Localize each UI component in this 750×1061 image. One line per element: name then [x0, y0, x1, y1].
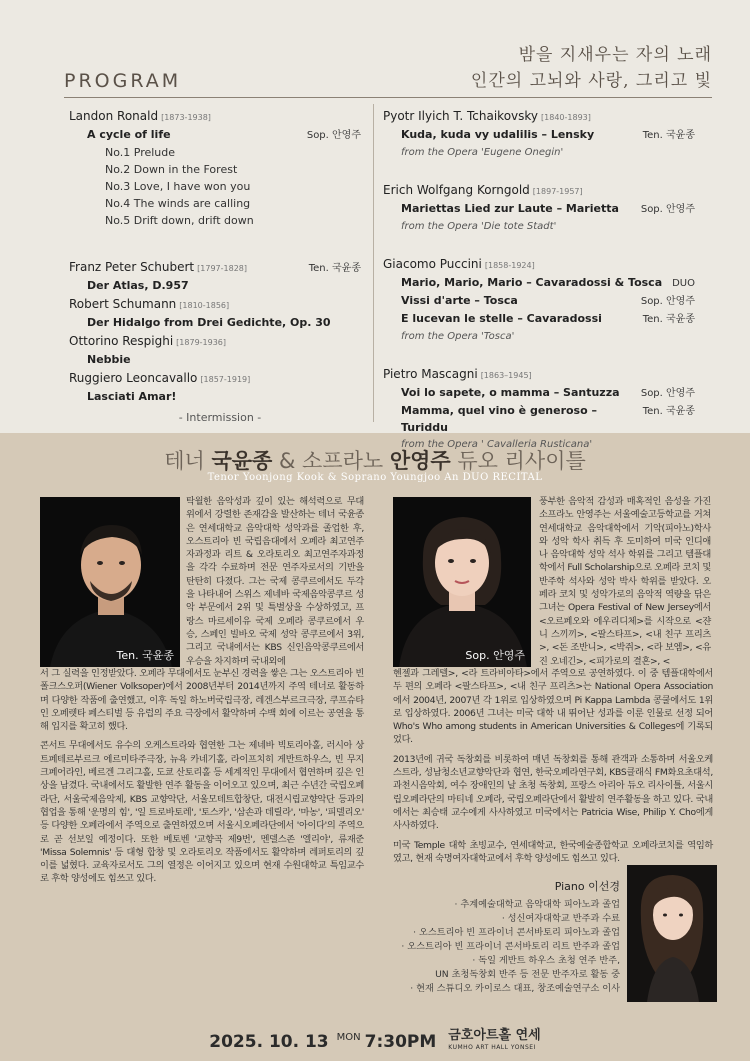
tenor-bio-paragraph-1: 서 그 실력을 인정받았다. 오페라 무대에서도 눈부신 경력을 쌓은 그는 오스트리아 빈 폴크스오퍼(Wiener Volksoper)에서 2008년부터 2014년까지 주역 테너로 활동하며 다양한 작품에 출연했고, 이후 독일 하노버국립극장, 레겐스부르크극장, 쿠프슈타인 오페렛타 페스티벌 등 유럽의 주요 극장에서 활약하며 수백 회에 이르는 공연을 통해 입지를 확고히 했다. — [40, 668, 364, 733]
song-item: No.3 Love, I have won you — [105, 180, 251, 193]
work-row — [383, 402, 695, 436]
performer-role: Ten. 국윤종 — [642, 406, 695, 417]
performer-role: Sop. 안영주 — [306, 130, 361, 141]
soprano-portrait-icon — [393, 497, 531, 667]
intermission-label: - Intermission - — [178, 411, 262, 424]
composer-mascagni — [383, 366, 695, 384]
composer-name: Pietro Mascagni — [383, 367, 478, 381]
pianist-photo — [627, 865, 717, 1002]
work-title: Voi lo sapete, o mamma – Santuzza — [401, 386, 620, 399]
soprano-bio-side: 풍부한 음악적 감성과 매혹적인 음성을 가진 소프라노 안영주는 서울예술고등학교를 거쳐 연세대학교 음악대학에서 기악(피아노)학사와 성악 학사 취득 후 도미하여 미국 인디애나 음악대학 성악 석사 학위를 그리고 템플대학에서 Full Scholarship으로 오페라 코치 및 반주학 석사와 성악 박사 학위를 받았다. 오페라 코치 및 성악가로의 음악적 역량을 닦은 그녀는 Opera Festival of New Jersey에서 <오르페오와 에우리디체>를 시작으로 <쟌니 스끼끼>, <팔스타프>, <내 친구 프리츠>, <돈 조반니>, <박쥐>, <라 보엠>, <유진 오네긴>, <피가로의 결혼>, < — [539, 496, 711, 667]
event-venue — [448, 1030, 540, 1054]
composer-leoncavallo — [69, 370, 361, 388]
work-row — [383, 200, 695, 218]
soprano-bio-paragraph-3: 미국 Temple 대학 초빙교수, 연세대학교, 한국예술종합학교 오페라코치를 역임하였고, 현재 숙명여자대학교에서 후학 양성에도 힘쓰고 있다. — [393, 839, 713, 864]
pianist-credit: · 추계예술대학교 음악대학 피아노과 졸업 — [454, 899, 620, 910]
opera-source: from the Opera 'Eugene Onegin' — [401, 147, 564, 158]
program-right-column — [383, 108, 695, 456]
pianist-credit: · 성신여자대학교 반주과 수료 — [501, 913, 620, 924]
soprano-photo — [393, 497, 531, 667]
program-divider — [64, 97, 712, 98]
pianist-credit: · 오스트리아 빈 프라이너 콘서바토리 피아노과 졸업 — [413, 927, 620, 938]
tenor-bio-paragraph-2: 콘서트 무대에서도 유수의 오케스트라와 협연한 그는 제네바 빅토리아홀, 러시아 상트페테르부르크 에르미타주극장, 뉴욕 카네기홀, 라이프치히 게반트하우스, 빈 무지크페어라인, 베르겐 그리그홀, 도쿄 산토리홀 등 세계적인 무대에서 협연하며 깊은 인상을 남겼다. 국내에서도 활발한 연주 활동을 이어오고 있으며, 최근 수년간 국립오페라단, 서울국제음악제, KBS 교향악단, 서울모테트합창단, 대전시립교향악단 등과의 협업을 통해 '운명의 힘', '일 트로바토레', '토스카', '삼손과 데릴라', '마농', '피델리오' 등 다양한 오페라에서 주역으로 출연하였으며 서울시오페라단에서 '아이다'의 주역으로 곧 선보일 예정이다. 또한 베토벤 '교향곡 제9번', 멘델스존 '엘리야', 류재준 'Missa Solemnis' 등 대형 합창 및 오라토리오 작품에서도 활약하며 레퍼토리의 깊이를 넓혔다. 교육자로서도 그의 열정은 이어지고 있으며 현재 수원대학교 특임교수로 후학 양성에도 힘쓰고 있다. — [40, 740, 364, 885]
venue-name-en: KUMHO ART HALL YONSEI — [448, 1044, 536, 1051]
title-soprano-name: 안영주 — [389, 449, 451, 473]
tenor-portrait-icon — [40, 497, 180, 667]
event-day: MON — [336, 1032, 361, 1043]
work-title: Der Hidalgo from Drei Gedichte, Op. 30 — [87, 316, 331, 329]
composer-respighi — [69, 333, 361, 351]
tenor-bio — [40, 667, 364, 892]
performer-role: Ten. 국윤종 — [642, 314, 695, 325]
work-title: E lucevan le stelle – Cavaradossi — [401, 312, 602, 325]
work-row — [383, 310, 695, 328]
performer-role: DUO — [672, 278, 695, 289]
tenor-label: Ten. 국윤종 — [116, 649, 174, 662]
work-title: Mariettas Lied zur Laute – Marietta — [401, 202, 619, 215]
tenor-photo — [40, 497, 180, 667]
composer-years: [1810-1856] — [179, 301, 230, 310]
work-title: Nebbie — [87, 353, 131, 366]
work-title: A cycle of life — [87, 128, 171, 141]
performer-role: Sop. 안영주 — [640, 204, 695, 215]
composer-years: [1897-1957] — [532, 187, 583, 196]
soprano-bio — [393, 667, 713, 871]
event-date: 2025. 10. 13 — [209, 1032, 329, 1052]
pianist-name: Piano 이선경 — [554, 880, 620, 893]
song-item: No.2 Down in the Forest — [105, 163, 238, 176]
work-title: Lasciati Amar! — [87, 390, 177, 403]
title-prefix: 테너 — [164, 449, 212, 473]
composer-years: [1857-1919] — [200, 375, 251, 384]
performer-role: Sop. 안영주 — [640, 388, 695, 399]
composer-years: [1879-1936] — [176, 338, 227, 347]
title-tenor-name: 국윤종 — [211, 449, 273, 473]
pianist-info — [380, 880, 620, 996]
composer-puccini — [383, 256, 695, 274]
composer-years: [1858-1924] — [484, 261, 535, 270]
motto-line-1: 밤을 지새우는 자의 노래 — [518, 45, 712, 65]
work-title: Kuda, kuda vy udalilis – Lensky — [401, 128, 595, 141]
composer-years: [1840-1893] — [541, 113, 591, 122]
composer-years: [1873-1938] — [161, 113, 211, 122]
event-footer — [0, 1023, 750, 1061]
soprano-bio-paragraph-1: 헨젤과 그레텔>, <라 트라비아타>에서 주역으로 공연하였다. 이 중 템플대학에서 두 편의 오페라 <팔스타프>, <내 친구 프리츠>는 National Opera Association에서 2004년, 2007년 각 1위로 입상하였으며 Pi Kappa Lambda 콩쿨에서도 1위로 입상하였다. 2006년 그녀는 미국 대학 내 뛰어난 성과를 이룬 인물로 선정 되어 Who's Who among students in American Universities & Colleges에 기록되었다. — [393, 668, 713, 746]
song-item: No.5 Drift down, drift down — [105, 214, 254, 227]
composer-name: Pyotr Ilyich T. Tchaikovsky — [383, 109, 539, 123]
composer-name: Ruggiero Leoncavallo — [69, 371, 198, 385]
recital-subtitle: Tenor Yoonjong Kook & Soprano Youngjoo An DUO RECITAL — [207, 472, 543, 483]
title-suffix: 듀오 리사이틀 — [450, 449, 586, 473]
opera-source: from the Opera 'Die tote Stadt' — [401, 221, 557, 232]
pianist-credit: UN 초청독창회 반주 등 전문 반주자로 활동 중 — [435, 969, 620, 980]
motto — [471, 42, 712, 94]
composer-name: Franz Peter Schubert — [69, 260, 195, 274]
title-connector: & 소프라노 — [272, 449, 390, 473]
motto-line-2: 인간의 고뇌와 사랑, 그리고 빛 — [470, 71, 712, 91]
work-row — [383, 126, 695, 144]
work-row — [383, 274, 695, 292]
composer-korngold — [383, 182, 695, 200]
tenor-bio-side: 탁월한 음악성과 깊이 있는 해석력으로 무대 위에서 강렬한 존재감을 발산하는 테너 국윤종은 연세대학교 음악대학 성악과를 졸업한 후, 오스트리아 빈 국립음대에서 오페라 최고연주자과정과 리트 & 오라토리오 최고연주자과정을 각각 수료하며 전문 연주자로서의 기반을 탄탄히 다졌다. 그는 국제 콩쿠르에서도 두각을 나타내어 스위스 제네바 국제음악콩쿠르 성악 부문에서 2위 및 특별상을 수상하였고, 프랑스 마르세이유 국제 오페라 콩쿠르에서 우승, 스페인 빌바오 국제 성악 콩쿠르에서 3위, 그리고 국내에서는 KBS 신인음악콩쿠르에서 우승을 차지하며 국내외에 — [186, 496, 364, 667]
song-item: No.4 The winds are calling — [105, 197, 251, 210]
composer-schumann — [69, 296, 361, 314]
composer-years: [1863–1945] — [480, 371, 532, 380]
opera-source: from the Opera ' Cavalleria Rusticana' — [401, 439, 593, 450]
composer-schubert — [69, 259, 361, 277]
composer-name: Ottorino Respighi — [69, 334, 174, 348]
work-title: Mario, Mario, Mario – Cavaradossi & Tosca — [401, 276, 663, 289]
performer-role: Ten. 국윤종 — [308, 263, 361, 274]
work-title: Der Atlas, D.957 — [87, 279, 189, 292]
work-row — [383, 292, 695, 310]
program-title: PROGRAM — [64, 70, 182, 92]
work-title: Mamma, quel vino è generoso – Turiddu — [401, 404, 597, 434]
composer-name: Robert Schumann — [69, 297, 177, 311]
composer-ronald — [69, 108, 361, 126]
soprano-bio-paragraph-2: 2013년에 귀국 독창회를 비롯하여 매년 독창회를 통해 관객과 소통하며 서울오케스트라, 성남청소년교향악단과 협연, 한국오페라연구회, KBS클래식 FM화요초대석, 과천시음악회, 여수 장애인의 날 초청 독창회, 프랑스 아리아 듀오 리사이틀, 서울시립오페라단의 마티네 오페라, 국립오페라단에서 활발히 연주활동을 하고 있다. 국내에서는 최승태 교수에게 사사하였고 미국에서는 Patricia Wise, Philip Y. Cho에게 사사하였다. — [393, 753, 713, 832]
pianist-credit: · 오스트리아 빈 프라이너 콘서바토리 리트 반주과 졸업 — [401, 941, 620, 952]
pianist-credit: · 현재 스튜디오 카이로스 대표, 창조예술연구소 이사 — [410, 983, 620, 994]
composer-name: Landon Ronald — [69, 109, 159, 123]
program-left-column — [69, 108, 361, 405]
recital-title — [0, 445, 750, 475]
work-row — [69, 126, 361, 144]
composer-name: Giacomo Puccini — [383, 257, 482, 271]
composer-tchaikovsky — [383, 108, 695, 126]
composer-years: [1797-1828] — [197, 264, 247, 273]
column-divider — [373, 104, 374, 422]
performer-role: Ten. 국윤종 — [642, 130, 695, 141]
work-row — [383, 384, 695, 402]
soprano-label: Sop. 안영주 — [465, 649, 525, 662]
composer-name: Erich Wolfgang Korngold — [383, 183, 530, 197]
work-title: Vissi d'arte – Tosca — [401, 294, 518, 307]
pianist-portrait-icon — [627, 865, 717, 1002]
venue-name-ko: 금호아트홀 연세 — [448, 1028, 541, 1043]
opera-source: from the Opera 'Tosca' — [401, 331, 515, 342]
event-time: 7:30PM — [364, 1032, 437, 1052]
song-item: No.1 Prelude — [105, 146, 176, 159]
performer-role: Sop. 안영주 — [640, 296, 695, 307]
pianist-credit: · 독일 게반트 하우스 초청 연주 반주, — [472, 955, 620, 966]
